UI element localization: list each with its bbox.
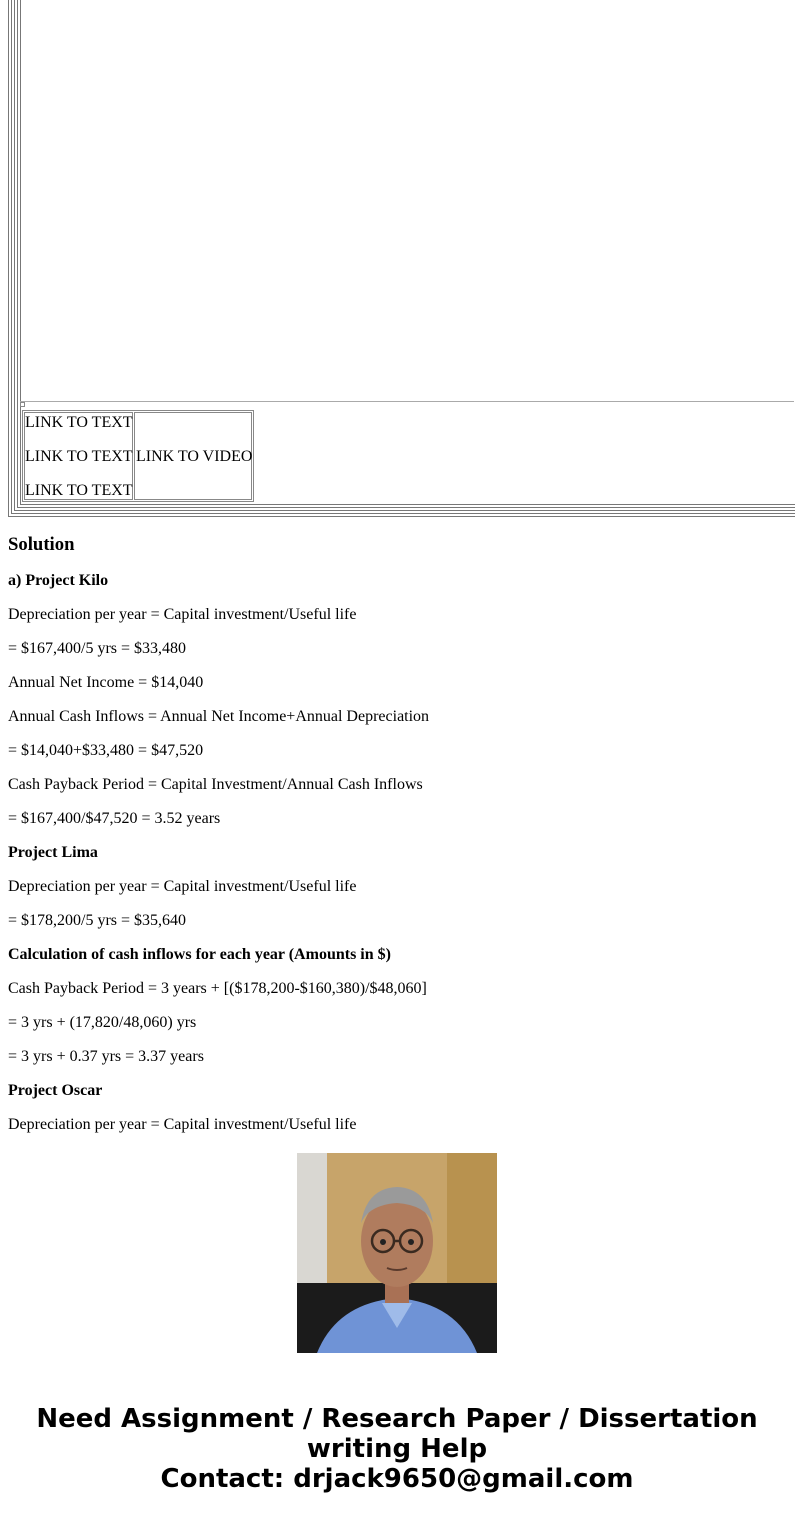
solution-line: Annual Cash Inflows = Annual Net Income+Annual Depreciation <box>8 708 430 725</box>
author-avatar <box>297 1153 497 1353</box>
divider <box>20 401 794 402</box>
solution-line: = $14,040+$33,480 = $47,520 <box>8 742 204 759</box>
solution-subheading: Project Oscar <box>8 1082 103 1099</box>
solution-subheading: a) Project Kilo <box>8 572 109 589</box>
solution-line: = $167,400/5 yrs = $33,480 <box>8 640 187 657</box>
text-links-cell <box>24 412 133 500</box>
video-link-cell <box>134 412 252 500</box>
link-to-video[interactable]: LINK TO VIDEO <box>136 448 253 465</box>
promo-line: writing Help <box>306 1434 488 1464</box>
promo-line: Need Assignment / Research Paper / Dissertation <box>36 1404 758 1434</box>
link-to-text[interactable]: LINK TO TEXT <box>25 482 133 499</box>
broken-image-icon <box>20 402 25 407</box>
solution-line: Depreciation per year = Capital investment/Useful life <box>8 606 357 623</box>
solution-heading: Solution <box>8 534 75 555</box>
solution-subheading: Project Lima <box>8 844 98 861</box>
promo-text <box>0 1404 794 1494</box>
promo-contact[interactable]: Contact: drjack9650@gmail.com <box>160 1464 634 1494</box>
link-to-text[interactable]: LINK TO TEXT <box>25 448 133 465</box>
solution-line: = $167,400/$47,520 = 3.52 years <box>8 810 221 827</box>
solution-line: Depreciation per year = Capital investment/Useful life <box>8 878 357 895</box>
solution-content <box>8 530 788 1133</box>
solution-line: Annual Net Income = $14,040 <box>8 674 204 691</box>
solution-subheading: Calculation of cash inflows for each year (Amounts in $) <box>8 946 391 963</box>
link-to-text[interactable]: LINK TO TEXT <box>25 414 133 431</box>
solution-line: Cash Payback Period = 3 years + [($178,200-$160,380)/$48,060] <box>8 980 427 997</box>
solution-line: Depreciation per year = Capital investment/Useful life <box>8 1116 357 1133</box>
promo-block <box>0 1150 794 1523</box>
solution-line: Cash Payback Period = Capital Investment/Annual Cash Inflows <box>8 776 423 793</box>
solution-line: = 3 yrs + (17,820/48,060) yrs <box>8 1014 197 1031</box>
solution-line: = 3 yrs + 0.37 yrs = 3.37 years <box>8 1048 204 1065</box>
solution-line: = $178,200/5 yrs = $35,640 <box>8 912 187 929</box>
